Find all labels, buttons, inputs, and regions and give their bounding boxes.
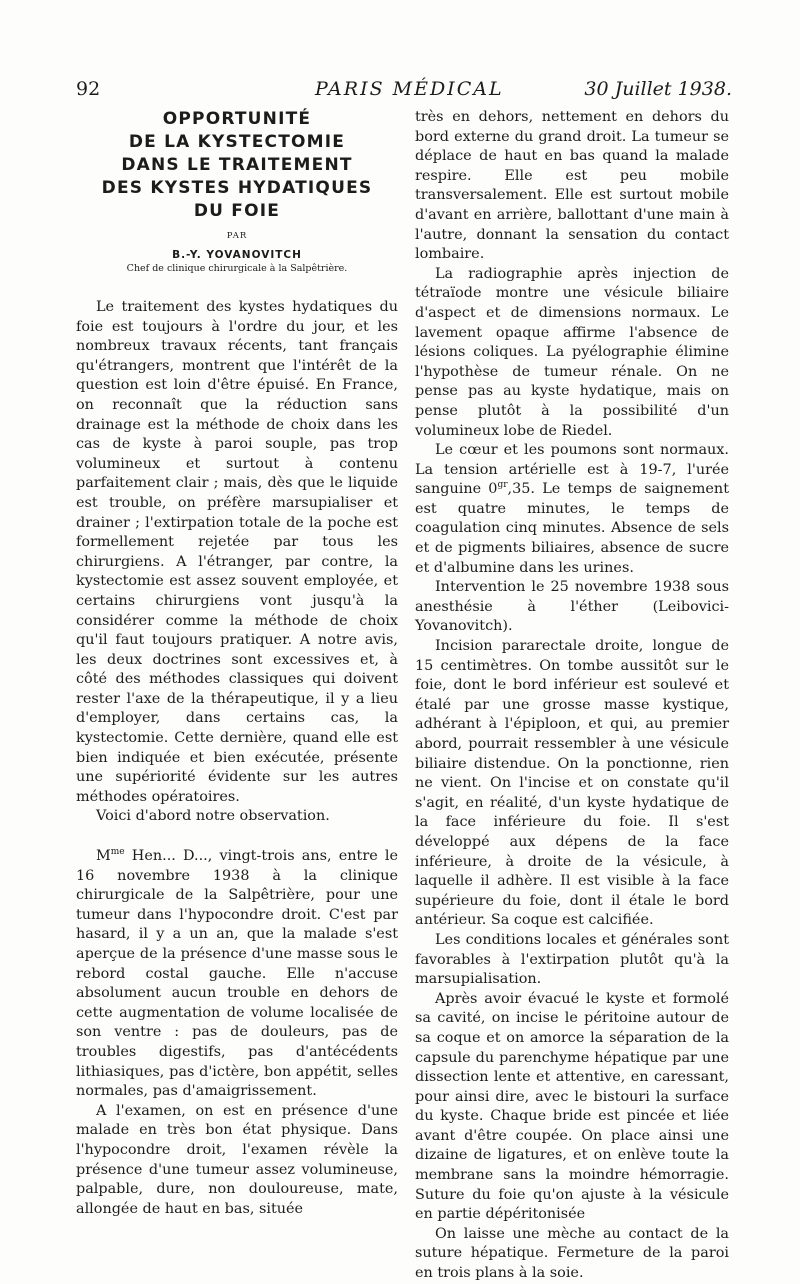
paragraph: Voici d'abord notre observation. bbox=[96, 808, 330, 825]
paragraph bbox=[76, 847, 398, 1102]
author-name: B.-Y. YOVANOVITCH bbox=[172, 249, 302, 261]
by-label: PAR bbox=[226, 231, 248, 241]
paragraph bbox=[415, 441, 729, 578]
journal-title: PARIS MÉDICAL bbox=[315, 78, 504, 100]
page-number: 92 bbox=[76, 78, 101, 100]
paragraph: Incision pararectale droite, longue de 15 centimètres. On tombe aussitôt sur le foie, dont le bord inférieur est soulevé et étalé par une grosse masse kystique, adhérant à l'épiploon, et qui, au premier abord, pourrait ressembler à une vésicule biliaire distendue. On la ponctionne, rien ne vient. On l'incise et on constate qu'il s'agit, en réalité, d'un kyste hydatique de la face inférieure du foie. Il s'est développé aux dépens de la face inférieure, à droite de la vésicule, à laquelle il adhère. Il est visible à la face supérieure du foie, dont il étale le bord antérieur. Sa coque est calcifiée. bbox=[415, 638, 729, 929]
introduction bbox=[76, 298, 398, 827]
paragraph: On laisse une mèche au contact de la suture hépatique. Fermeture de la paroi en trois plans à la soie. bbox=[415, 1225, 729, 1282]
author-affiliation: Chef de clinique chirurgicale à la Salpêtrière. bbox=[126, 263, 348, 274]
paragraph: A l'examen, on est en présence d'une malade en très bon état physique. Dans l'hypocondre droit, l'examen révèle la présence d'une tumeur assez volumineuse, palpable, dure, non douloureuse, mate, allongée de haut en bas, située bbox=[76, 1102, 398, 1217]
paragraph: Après avoir évacué le kyste et formolé sa cavité, on incise le péritoine autour de sa coque et on amorce la séparation de la capsule du parenchyme hépatique par une dissection lente et attentive, en caressant, pour ainsi dire, avec le bistouri la surface du kyste. Chaque bride est pincée et liée avant d'être coupée. On place ainsi une dizaine de ligatures, et on enlève toute la membrane sans la moindre hémorragie. Suture du foie qu'on ajuste à la vésicule en partie dépéritonisée bbox=[415, 990, 729, 1223]
paragraph: Intervention le 25 novembre 1938 sous anesthésie à l'éther (Leibovici-Yovanovitch). bbox=[415, 579, 729, 635]
title-abbrev: M bbox=[96, 848, 111, 865]
paragraph: La radiographie après injection de tétraïode montre une vésicule biliaire d'aspect et de dimensions normaux. Le lavement opaque affirme l'absence de lésions coliques. La pyélographie élimine l'hypothèse de tumeur rénale. On ne pense pas au kyste hydatique, mais on pense plutôt à la possibilité d'un volumineux lobe de Riedel. bbox=[415, 265, 729, 439]
paragraph: Le traitement des kystes hydatiques du foie est toujours à l'ordre du jour, et les nombreux travaux récents, tant français qu'étrangers, montrent que l'intérêt de la question est loin d'être épuisé. En France, on reconnaît que la réduction sans drainage est la méthode de choix dans les cas de kyste à paroi souple, pas trop volumineux et surtout à contenu parfaitement clair ; mais, dès que le liquide est trouble, on préfère marsupialiser et drainer ; l'extirpation totale de la poche est formellement rejetée par tous les chirurgiens. A l'étranger, par contre, la kystectomie est assez souvent employée, et certains chirurgiens vont jusqu'à la considérer comme la méthode de choix qu'il faut toujours pratiquer. A notre avis, les deux doctrines sont excessives et, à côté des méthodes classiques qui doivent rester l'axe de la thérapeutique, il y a lieu d'employer, dans certains cas, la kystectomie. Cette dernière, quand elle est bien indiquée et bien exécutée, présente une supériorité évidente sur les autres méthodes opératoires. bbox=[76, 299, 398, 805]
case-report-continued bbox=[415, 108, 729, 1284]
running-header bbox=[0, 78, 800, 102]
title-abbrev-sup: me bbox=[110, 847, 125, 858]
paragraph: très en dehors, nettement en dehors du bord externe du grand droit. La tumeur se déplace de haut en bas quand la malade respire. Elle est peu mobile transversalement. Elle est surtout mobile d'avant en arrière, ballottant d'une main à l'autre, donnant la sensation du contact lombaire. bbox=[415, 109, 729, 263]
left-column bbox=[76, 108, 398, 1219]
paragraph-text: Le cœur et les poumons sont normaux. La tension artérielle est à 19-7, l'urée sanguine 0 bbox=[415, 442, 729, 498]
paragraph: Les conditions locales et générales sont favorables à l'extirpation plutôt qu'à la marsupialisation. bbox=[415, 931, 729, 988]
case-report bbox=[76, 847, 398, 1219]
title-line: DANS LE TRAITEMENT bbox=[121, 155, 353, 175]
title-line: DES KYSTES HYDATIQUES bbox=[101, 178, 373, 198]
article-title bbox=[76, 108, 398, 274]
title-line: OPPORTUNITÉ bbox=[162, 109, 312, 129]
paragraph-text: Hen... D..., vingt-trois ans, entre le 16 novembre 1938 à la clinique chirurgicale de la Salpêtrière, pour une tumeur dans l'hypocondre droit. C'est par hasard, il y a un an, que la malade s'est aperçue de la présence d'une masse sous le rebord costal gauche. Elle n'accuse absolument aucun trouble en dehors de cette augmentation de volume localisée de son ventre : pas de douleurs, pas de troubles digestifs, pas d'antécédents lithiasiques, pas d'ictère, bon appétit, selles normales, pas d'amaigrissement. bbox=[76, 848, 398, 1100]
right-column bbox=[415, 108, 729, 1284]
issue-date: 30 Juillet 1938. bbox=[584, 78, 732, 100]
paragraph-text: ,35. Le temps de saignement est quatre minutes, le temps de coagulation cinq minutes. Absence de sels et de pigments biliaires, absence de sucre et d'albumine dans les urines. bbox=[415, 481, 729, 576]
unit-sup: gr bbox=[497, 480, 508, 491]
title-line: DE LA KYSTECTOMIE bbox=[128, 132, 346, 152]
title-line: DU FOIE bbox=[193, 201, 281, 221]
